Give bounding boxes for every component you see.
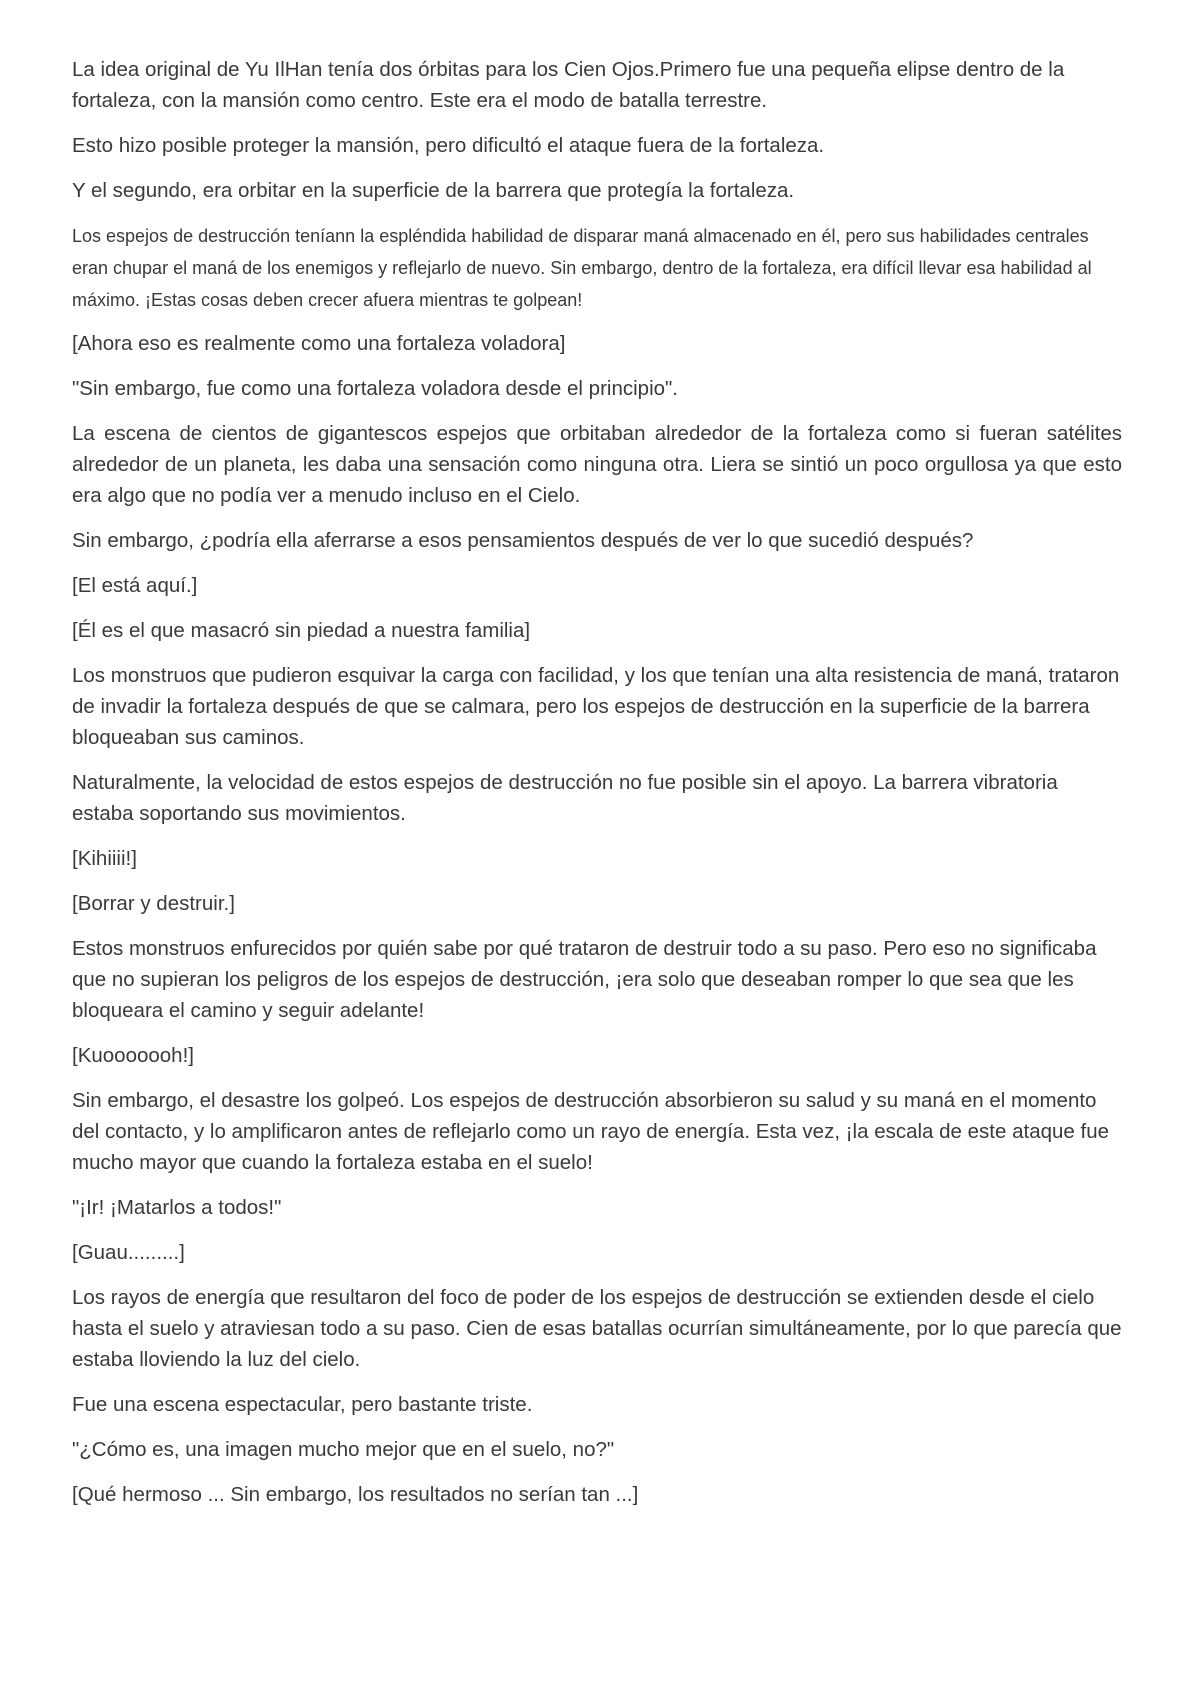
paragraph: La escena de cientos de gigantescos espejos que orbitaban alrededor de la fortaleza como si fueran satélites alrededor de un planeta, les daba una sensación como ninguna otra. Liera se sintió un poco orgullosa ya que esto era algo que no podía ver a menudo incluso en el Cielo. [72, 422, 1122, 507]
paragraph: [Kihiiii!] [72, 847, 137, 870]
paragraph: [Ahora eso es realmente como una fortaleza voladora] [72, 332, 566, 355]
paragraph: [Qué hermoso ... Sin embargo, los resultados no serían tan ...] [72, 1483, 639, 1506]
paragraph: Fue una escena espectacular, pero bastante triste. [72, 1393, 533, 1416]
paragraph: Sin embargo, ¿podría ella aferrarse a esos pensamientos después de ver lo que sucedió después? [72, 529, 974, 552]
paragraph: Estos monstruos enfurecidos por quién sabe por qué trataron de destruir todo a su paso. Pero eso no significaba que no supieran los peligros de los espejos de destrucción, ¡era solo que deseaban romper lo que sea que les bloqueara el camino y seguir adelante! [72, 937, 1097, 1022]
paragraph: Naturalmente, la velocidad de estos espejos de destrucción no fue posible sin el apoyo. La barrera vibratoria estaba soportando sus movimientos. [72, 771, 1058, 825]
paragraph: Los espejos de destrucción teníann la espléndida habilidad de disparar maná almacenado en él, pero sus habilidades centrales eran chupar el maná de los enemigos y reflejarlo de nuevo. Sin embargo, dentro de la fortaleza, era difícil llevar esa habilidad al máximo. ¡Estas cosas deben crecer afuera mientras te golpean! [72, 226, 1092, 310]
paragraph: La idea original de Yu IlHan tenía dos órbitas para los Cien Ojos.Primero fue una pequeña elipse dentro de la fortaleza, con la mansión como centro. Este era el modo de batalla terrestre. [72, 58, 1065, 112]
paragraph: "Sin embargo, fue como una fortaleza voladora desde el principio". [72, 377, 678, 400]
paragraph: [Kuooooooh!] [72, 1044, 194, 1067]
document-page [72, 54, 1122, 1524]
paragraph: [El está aquí.] [72, 574, 198, 597]
paragraph: [Guau.........] [72, 1241, 185, 1264]
paragraph: Los monstruos que pudieron esquivar la carga con facilidad, y los que tenían una alta resistencia de maná, trataron de invadir la fortaleza después de que se calmara, pero los espejos de destrucción en la superficie de la barrera bloqueaban sus caminos. [72, 664, 1120, 749]
paragraph: Los rayos de energía que resultaron del foco de poder de los espejos de destrucción se extienden desde el cielo hasta el suelo y atraviesan todo a su paso. Cien de esas batallas ocurrían simultáneamente, por lo que parecía que estaba lloviendo la luz del cielo. [72, 1286, 1122, 1371]
paragraph: [Él es el que masacró sin piedad a nuestra familia] [72, 619, 531, 642]
paragraph: "¡Ir! ¡Matarlos a todos!" [72, 1196, 282, 1219]
paragraph: Esto hizo posible proteger la mansión, pero dificultó el ataque fuera de la fortaleza. [72, 134, 825, 157]
paragraph: Sin embargo, el desastre los golpeó. Los espejos de destrucción absorbieron su salud y su maná en el momento del contacto, y lo amplificaron antes de reflejarlo como un rayo de energía. Esta vez, ¡la escala de este ataque fue mucho mayor que cuando la fortaleza estaba en el suelo! [72, 1089, 1109, 1174]
paragraph: Y el segundo, era orbitar en la superficie de la barrera que protegía la fortaleza. [72, 179, 795, 202]
paragraph: [Borrar y destruir.] [72, 892, 235, 915]
paragraph: "¿Cómo es, una imagen mucho mejor que en el suelo, no?" [72, 1438, 615, 1461]
